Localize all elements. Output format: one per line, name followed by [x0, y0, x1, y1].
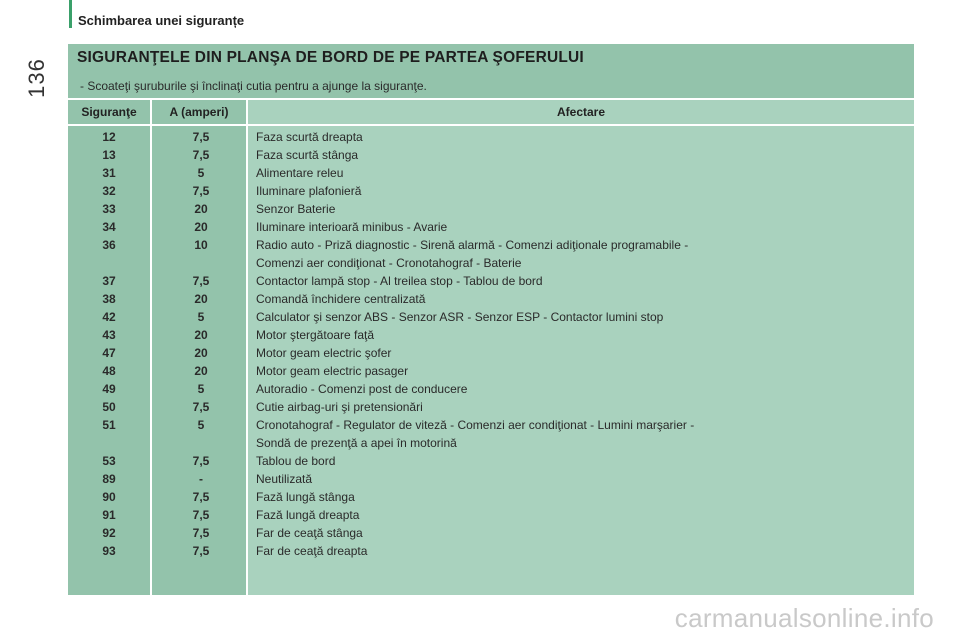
- fuse-number: 34: [102, 220, 116, 234]
- fuse-number: 91: [102, 508, 116, 522]
- fuse-affectation: [256, 452, 896, 470]
- fuse-table-body: [68, 128, 914, 560]
- fuse-amperes: 7,5: [192, 400, 210, 414]
- fuse-affectation: [256, 344, 896, 362]
- affectation-line: Faza scurtă dreapta: [256, 130, 363, 144]
- fuse-affectation: [256, 308, 896, 326]
- fuse-affectation: [256, 146, 896, 164]
- fuse-affectation: [256, 380, 896, 398]
- fuse-affectation: [256, 416, 896, 452]
- watermark-text: carmanualsonline.info: [674, 603, 934, 633]
- affectation-line: Motor geam electric pasager: [256, 364, 409, 378]
- table-row: [68, 362, 914, 380]
- fuse-affectation: [256, 362, 896, 380]
- affectation-line: Senzor Baterie: [256, 202, 336, 216]
- fuse-number: 32: [102, 184, 116, 198]
- affectation-line: Iluminare plafonieră: [256, 184, 362, 198]
- fuse-number: 90: [102, 490, 116, 504]
- affectation-line: Alimentare releu: [256, 166, 344, 180]
- affectation-line: Contactor lampă stop - Al treilea stop - Tablou de bord: [256, 274, 543, 288]
- table-row: [68, 200, 914, 218]
- chapter-accent-bar: [69, 0, 72, 28]
- page-number: [22, 48, 52, 108]
- fuse-amperes: 7,5: [192, 490, 210, 504]
- fuse-number: 37: [102, 274, 116, 288]
- header-divider: [68, 124, 914, 126]
- fuse-amperes: 7,5: [192, 148, 210, 162]
- fuse-number: 48: [102, 364, 116, 378]
- panel-title: SIGURANŢELE DIN PLANŞA DE BORD DE PE PARTEA ŞOFERULUI: [77, 49, 584, 66]
- table-row: [68, 290, 914, 308]
- affectation-line: Tablou de bord: [256, 454, 336, 468]
- affectation-line: Fază lungă dreapta: [256, 508, 360, 522]
- affectation-line: Radio auto - Priză diagnostic - Sirenă alarmă - Comenzi adiţionale programabile -: [256, 238, 689, 252]
- fuse-number: 47: [102, 346, 116, 360]
- fuse-affectation: [256, 218, 896, 236]
- fuse-amperes: 5: [197, 418, 205, 432]
- fuse-number: 12: [102, 130, 116, 144]
- fuse-affectation: [256, 398, 896, 416]
- fuse-number: 36: [102, 238, 116, 252]
- table-row: [68, 524, 914, 542]
- fuse-amperes: 20: [194, 328, 208, 342]
- table-row: [68, 164, 914, 182]
- fuse-number: 93: [102, 544, 116, 558]
- fuse-number: 50: [102, 400, 116, 414]
- affectation-line: Sondă de prezenţă a apei în motorină: [256, 436, 457, 450]
- page-number-text: 136: [24, 58, 49, 98]
- fuse-affectation: [256, 200, 896, 218]
- table-row: [68, 272, 914, 290]
- fuse-amperes: 5: [197, 166, 205, 180]
- fuse-amperes: 20: [194, 364, 208, 378]
- fuse-amperes: 7,5: [192, 526, 210, 540]
- affectation-line: Comandă închidere centralizată: [256, 292, 426, 306]
- fuse-amperes: 7,5: [192, 454, 210, 468]
- affectation-line: Fază lungă stânga: [256, 490, 355, 504]
- fuse-affectation: [256, 290, 896, 308]
- affectation-line: Cronotahograf - Regulator de viteză - Comenzi aer condiţionat - Lumini marşarier -: [256, 418, 695, 432]
- fuse-amperes: 7,5: [192, 274, 210, 288]
- fuse-amperes: 7,5: [192, 508, 210, 522]
- fuse-affectation: [256, 326, 896, 344]
- table-row: [68, 326, 914, 344]
- column-header-affectation: Afectare: [556, 105, 606, 119]
- fuse-number: 43: [102, 328, 116, 342]
- table-row: [68, 506, 914, 524]
- affectation-line: Far de ceaţă stânga: [256, 526, 363, 540]
- affectation-line: Comenzi aer condiţionat - Cronotahograf - Baterie: [256, 256, 522, 270]
- fuse-number: 13: [102, 148, 116, 162]
- fuse-number: 89: [102, 472, 116, 486]
- fuse-amperes: 7,5: [192, 130, 210, 144]
- chapter-title: Schimbarea unei siguranțe: [78, 13, 245, 28]
- fuse-number: 31: [102, 166, 116, 180]
- fuse-amperes: -: [199, 472, 203, 486]
- table-row: [68, 146, 914, 164]
- fuse-amperes: 5: [197, 382, 205, 396]
- fuse-amperes: 20: [194, 220, 208, 234]
- fuse-number: 38: [102, 292, 116, 306]
- table-row: [68, 452, 914, 470]
- table-row: [68, 470, 914, 488]
- affectation-line: Motor geam electric şofer: [256, 346, 392, 360]
- table-row: [68, 182, 914, 200]
- fuse-affectation: [256, 488, 896, 506]
- fuse-affectation: [256, 182, 896, 200]
- fuse-affectation: [256, 524, 896, 542]
- fuse-amperes: 20: [194, 202, 208, 216]
- fuse-number: 51: [102, 418, 116, 432]
- column-header-fuse: Siguranţe: [81, 105, 137, 119]
- fuse-affectation: [256, 272, 896, 290]
- table-row: [68, 344, 914, 362]
- fuse-amperes: 7,5: [192, 184, 210, 198]
- table-row: [68, 542, 914, 560]
- table-row: [68, 380, 914, 398]
- fuse-number: 92: [102, 526, 116, 540]
- fuse-amperes: 20: [194, 346, 208, 360]
- fuse-number: 49: [102, 382, 116, 396]
- fuse-affectation: [256, 542, 896, 560]
- panel-instruction: - Scoateţi şuruburile şi înclinaţi cutia pentru a ajunge la siguranţe.: [80, 79, 427, 93]
- affectation-line: Neutilizată: [256, 472, 313, 486]
- affectation-line: Motor ştergătoare faţă: [256, 328, 375, 342]
- fuse-panel: [68, 44, 914, 595]
- fuse-affectation: [256, 164, 896, 182]
- fuse-affectation: [256, 236, 896, 272]
- fuse-number: 53: [102, 454, 116, 468]
- affectation-line: Faza scurtă stânga: [256, 148, 359, 162]
- fuse-affectation: [256, 470, 896, 488]
- affectation-line: Iluminare interioară minibus - Avarie: [256, 220, 448, 234]
- fuse-affectation: [256, 128, 896, 146]
- table-row: [68, 488, 914, 506]
- fuse-number: 42: [102, 310, 116, 324]
- affectation-line: Cutie airbag-uri şi pretensionări: [256, 400, 423, 414]
- table-row: [68, 218, 914, 236]
- fuse-amperes: 7,5: [192, 544, 210, 558]
- fuse-amperes: 10: [194, 238, 208, 252]
- table-row: [68, 128, 914, 146]
- fuse-amperes: 5: [197, 310, 205, 324]
- column-header-amperes: A (amperi): [169, 105, 229, 119]
- table-row: [68, 416, 914, 452]
- table-row: [68, 308, 914, 326]
- fuse-amperes: 20: [194, 292, 208, 306]
- table-row: [68, 236, 914, 272]
- fuse-affectation: [256, 506, 896, 524]
- table-row: [68, 398, 914, 416]
- affectation-line: Calculator şi senzor ABS - Senzor ASR - Senzor ESP - Contactor lumini stop: [256, 310, 664, 324]
- fuse-number: 33: [102, 202, 116, 216]
- affectation-line: Far de ceaţă dreapta: [256, 544, 368, 558]
- affectation-line: Autoradio - Comenzi post de conducere: [256, 382, 468, 396]
